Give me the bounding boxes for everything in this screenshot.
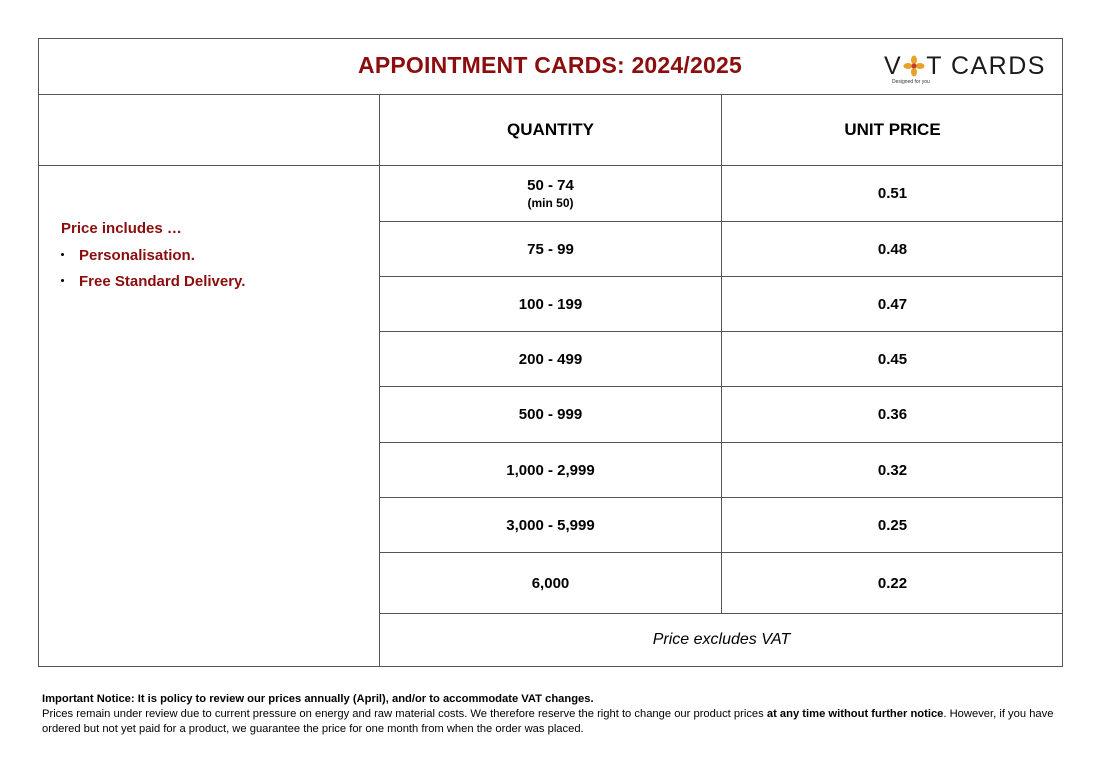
table-row-price [722,332,1063,386]
price-value: 0.25 [877,516,908,534]
table-row-price [722,387,1063,442]
table-row-price [722,166,1063,221]
quantity-value: 500 - 999 [518,406,583,423]
quantity-value: 1,000 - 2,999 [506,461,595,479]
table-row-quantity [380,166,721,221]
quantity-value: 100 - 199 [518,295,583,313]
quantity-note: (min 50) [527,196,574,210]
brand-logo [884,51,1054,91]
table-row-quantity [380,277,721,331]
table-row-quantity [380,443,721,497]
table-row-price [722,553,1063,613]
price-value: 0.36 [877,406,908,423]
table-row-quantity [380,332,721,386]
quantity-value: 3,000 - 5,999 [506,516,595,534]
logo-tagline: Designed for you [892,79,930,85]
price-value: 0.22 [877,574,908,592]
list-item [61,247,245,264]
price-value: 0.51 [877,185,908,202]
quantity-value: 75 - 99 [527,240,574,258]
price-value: 0.45 [877,350,908,368]
table-row-quantity [380,553,721,613]
bullet-icon [61,279,64,282]
list-item [61,273,245,290]
table-row-quantity [380,498,721,552]
quantity-value: 6,000 [531,574,570,592]
table-row-price [722,498,1063,552]
logo-text-left: V [884,51,903,80]
price-value: 0.47 [877,295,908,313]
bullet-icon [61,253,64,256]
logo-text-right: T CARDS [926,51,1046,80]
list-item-label: Free Standard Delivery. [79,273,246,290]
table-row-price [722,222,1063,276]
quantity-value: 200 - 499 [518,350,583,368]
notice-heading: Important Notice: It is policy to review our prices annually (April), and/or to accommodate VAT changes. [42,693,594,705]
column-header-quantity: QUANTITY [507,120,594,139]
important-notice [42,692,1072,737]
table-row-price [722,277,1063,331]
table-row-price [722,443,1063,497]
includes-heading: Price includes … [61,220,182,237]
list-item-label: Personalisation. [79,247,195,264]
price-value: 0.48 [877,240,908,258]
column-header-unit-price: UNIT PRICE [844,120,941,139]
price-value: 0.32 [877,461,908,479]
page-title: APPOINTMENT CARDS: 2024/2025 [358,52,742,78]
flower-icon [903,55,925,77]
table-row-quantity [380,387,721,442]
notice-body: Prices remain under review due to current pressure on energy and raw material costs. We therefore reserve the right to change our product prices at any time without further notice. However, if you have ordered but not yet paid for a product, we guarantee the price for one month from when the order was placed. [42,708,1054,735]
table-row-quantity [380,222,721,276]
price-includes [61,220,245,299]
quantity-value: 50 - 74 [527,177,574,194]
vat-note: Price excludes VAT [652,631,791,648]
